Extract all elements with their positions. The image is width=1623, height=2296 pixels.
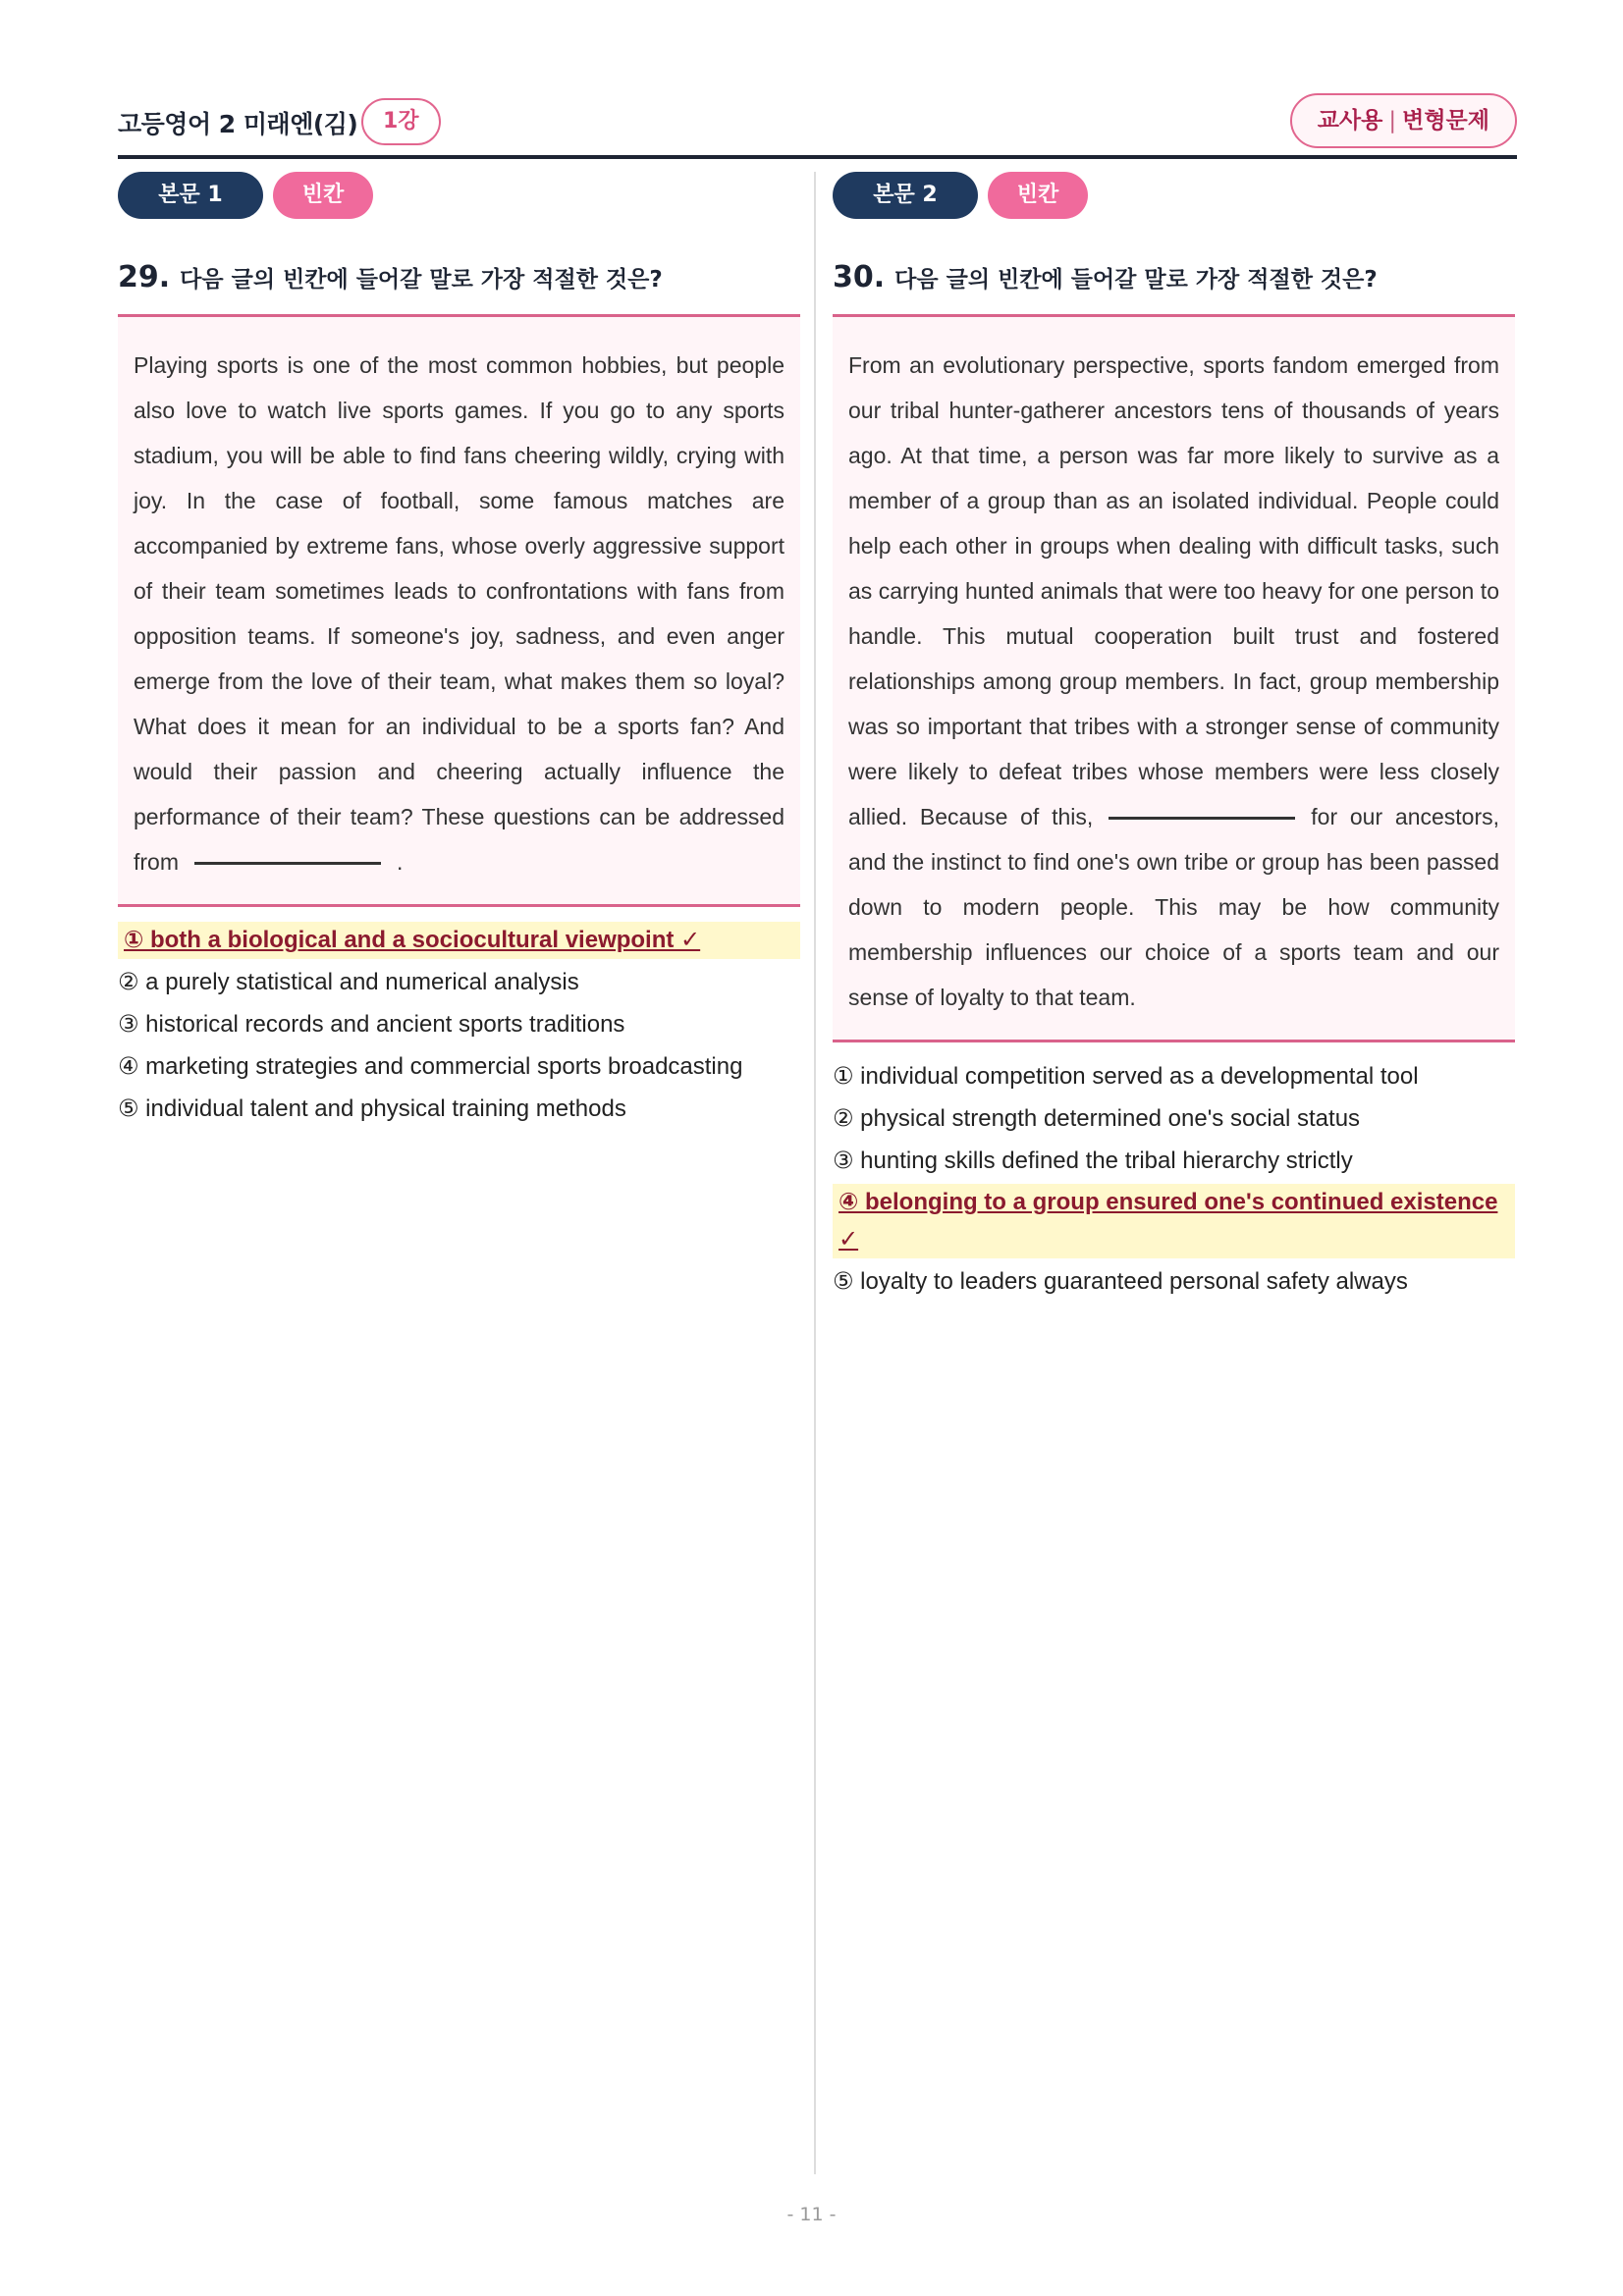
question-number: 29. bbox=[118, 260, 171, 294]
option-4[interactable]: ④ marketing strategies and commercial sports broadcasting bbox=[118, 1053, 743, 1080]
answer-blank bbox=[1109, 817, 1295, 820]
answer-options bbox=[118, 920, 800, 1130]
tag-row bbox=[833, 172, 1515, 221]
type-tag: 빈칸 bbox=[988, 172, 1088, 219]
page-number: - 11 - bbox=[786, 2204, 837, 2225]
question-text: 다음 글의 빈칸에 들어갈 말로 가장 적절한 것은? bbox=[180, 267, 663, 293]
unit-badge: 1강 bbox=[361, 98, 441, 145]
question-number: 30. bbox=[833, 260, 886, 294]
option-1-correct[interactable]: ① both a biological and a sociocultural viewpoint ✓ bbox=[118, 922, 800, 959]
option-2[interactable]: ② physical strength determined one's social status bbox=[833, 1105, 1361, 1132]
type-tag: 빈칸 bbox=[273, 172, 373, 219]
passage-tag: 본문 1 bbox=[118, 172, 263, 219]
teacher-version-badge bbox=[1290, 93, 1517, 148]
option-3[interactable]: ③ historical records and ancient sports traditions bbox=[118, 1011, 625, 1038]
option-5[interactable]: ⑤ loyalty to leaders guaranteed personal safety always bbox=[833, 1268, 1408, 1295]
variant-badge-label: 변형문제 bbox=[1402, 108, 1489, 133]
passage-tag: 본문 2 bbox=[833, 172, 978, 219]
option-2[interactable]: ② a purely statistical and numerical analysis bbox=[118, 969, 579, 995]
header-rule bbox=[118, 155, 1517, 159]
passage-before: From an evolutionary perspective, sports fandom emerged from our tribal hunter-gatherer ancestors tens of thousands of years ago. At that time, a person was far more likely to survive as a member of a group than as an isolated individual. People could help each other in groups when dealing with difficult tasks, such as carrying hunted animals that were too heavy for one person to handle. This mutual cooperation built trust and fostered relationships among group members. In fact, group membership was so important that tribes with a stronger sense of community were likely to defeat tribes whose members were less closely allied. Because of this, bbox=[848, 352, 1499, 829]
question-29 bbox=[118, 172, 800, 1122]
question-line bbox=[118, 260, 800, 294]
passage-after: for our ancestors, and the instinct to find one's own tribe or group has been passed down to modern people. This may be how community membership influences our choice of a sports team and our sense of loyalty to that team. bbox=[848, 804, 1500, 1010]
question-text: 다음 글의 빈칸에 들어갈 말로 가장 적절한 것은? bbox=[894, 267, 1378, 293]
badge-separator: | bbox=[1388, 108, 1397, 133]
passage-box bbox=[833, 314, 1515, 1042]
answer-options bbox=[833, 1055, 1515, 1303]
question-line bbox=[833, 260, 1515, 294]
textbook-title: 고등영어 2 미래엔(김) bbox=[118, 110, 358, 138]
tag-row bbox=[118, 172, 800, 221]
answer-blank bbox=[194, 862, 381, 865]
option-1[interactable]: ① individual competition served as a developmental tool bbox=[833, 1063, 1419, 1090]
teacher-badge-label: 교사용 bbox=[1317, 108, 1383, 133]
option-3[interactable]: ③ hunting skills defined the tribal hierarchy strictly bbox=[833, 1148, 1353, 1174]
passage-text bbox=[134, 343, 784, 884]
column-divider bbox=[814, 172, 816, 2174]
option-4-correct[interactable]: ④ belonging to a group ensured one's continued existence ✓ bbox=[833, 1184, 1515, 1258]
passage-before: Playing sports is one of the most common hobbies, but people also love to watch live sports games. If you go to any sports stadium, you will be able to find fans cheering wildly, crying with joy. In the case of football, some famous matches are accompanied by extreme fans, whose overly aggressive support of their team sometimes leads to confrontations with fans from opposition teams. If someone's joy, sadness, and even anger emerge from the love of their team, what makes them so loyal? What does it mean for an individual to be a sports fan? And would their passion and cheering actually influence the performance of their team? These questions can be addressed from bbox=[134, 352, 784, 875]
option-5[interactable]: ⑤ individual talent and physical training methods bbox=[118, 1095, 626, 1122]
page-header bbox=[118, 93, 1517, 154]
question-30 bbox=[833, 172, 1515, 1295]
passage-box bbox=[118, 314, 800, 907]
passage-after: . bbox=[397, 849, 404, 875]
passage-text bbox=[848, 343, 1499, 1020]
